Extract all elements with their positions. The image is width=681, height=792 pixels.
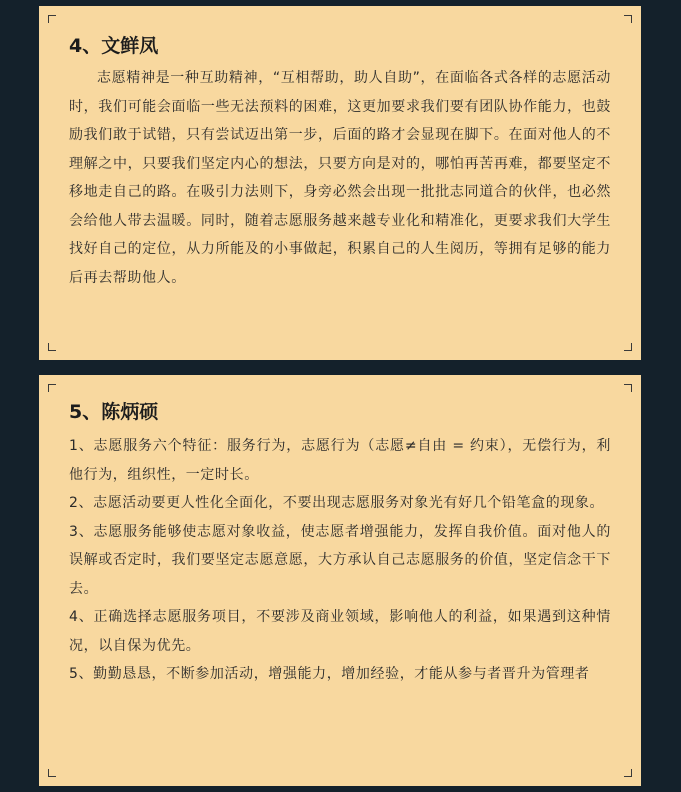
numbered-point-list — [69, 432, 611, 689]
list-item: 5、勤勤恳恳，不断参加活动，增强能力，增加经验，才能从参与者晋升为管理者 — [69, 666, 590, 682]
corner-bracket-bottom-right — [624, 769, 632, 777]
section-body-paragraph: 志愿精神是一种互助精神，“互相帮助，助人自助”，在面临各式各样的志愿活动时，我们可能会面临一些无法预料的困难，这更加要求我们要有团队协作能力，也鼓励我们敢于试错，只有尝试迈出第一步，后面的路才会显现在脚下。在面对他人的不理解之中，只要我们坚定内心的想法，只要方向是对的，哪怕再苦再难，都要坚定不移地走自己的路。在吸引力法则下，身旁必然会出现一批批志同道合的伙伴，也必然会给他人带去温暖。同时，随着志愿服务越来越专业化和精准化，更要求我们大学生找好自己的定位，从力所能及的小事做起，积累自己的人生阅历，等拥有足够的能力后再去帮助他人。 — [69, 70, 611, 286]
list-item: 3、志愿服务能够使志愿对象收益，使志愿者增强能力，发挥自我价值。面对他人的误解或否定时，我们要坚定志愿意愿，大方承认自己志愿服务的价值，坚定信念干下去。 — [69, 523, 611, 597]
section-card-chen-bingshuo — [39, 375, 641, 786]
corner-bracket-top-right — [624, 15, 632, 23]
section-title: 5、陈炳硕 — [69, 401, 159, 423]
section-title: 4、文鲜凤 — [69, 35, 159, 57]
corner-bracket-top-right — [624, 384, 632, 392]
list-item: 2、志愿活动要更人性化全面化，不要出现志愿服务对象光有好几个铅笔盒的现象。 — [69, 495, 605, 511]
corner-bracket-bottom-left — [48, 769, 56, 777]
list-item: 4、正确选择志愿服务项目，不要涉及商业领域，影响他人的利益，如果遇到这种情况，以自保为优先。 — [69, 609, 611, 654]
corner-bracket-top-left — [48, 384, 56, 392]
corner-bracket-bottom-right — [624, 343, 632, 351]
section-card-wen-xianfeng — [39, 6, 641, 360]
list-item: 1、志愿服务六个特征：服务行为，志愿行为（志愿≠自由 = 约束），无偿行为，利他行为，组织性，一定时长。 — [69, 438, 611, 483]
corner-bracket-top-left — [48, 15, 56, 23]
corner-bracket-bottom-left — [48, 343, 56, 351]
